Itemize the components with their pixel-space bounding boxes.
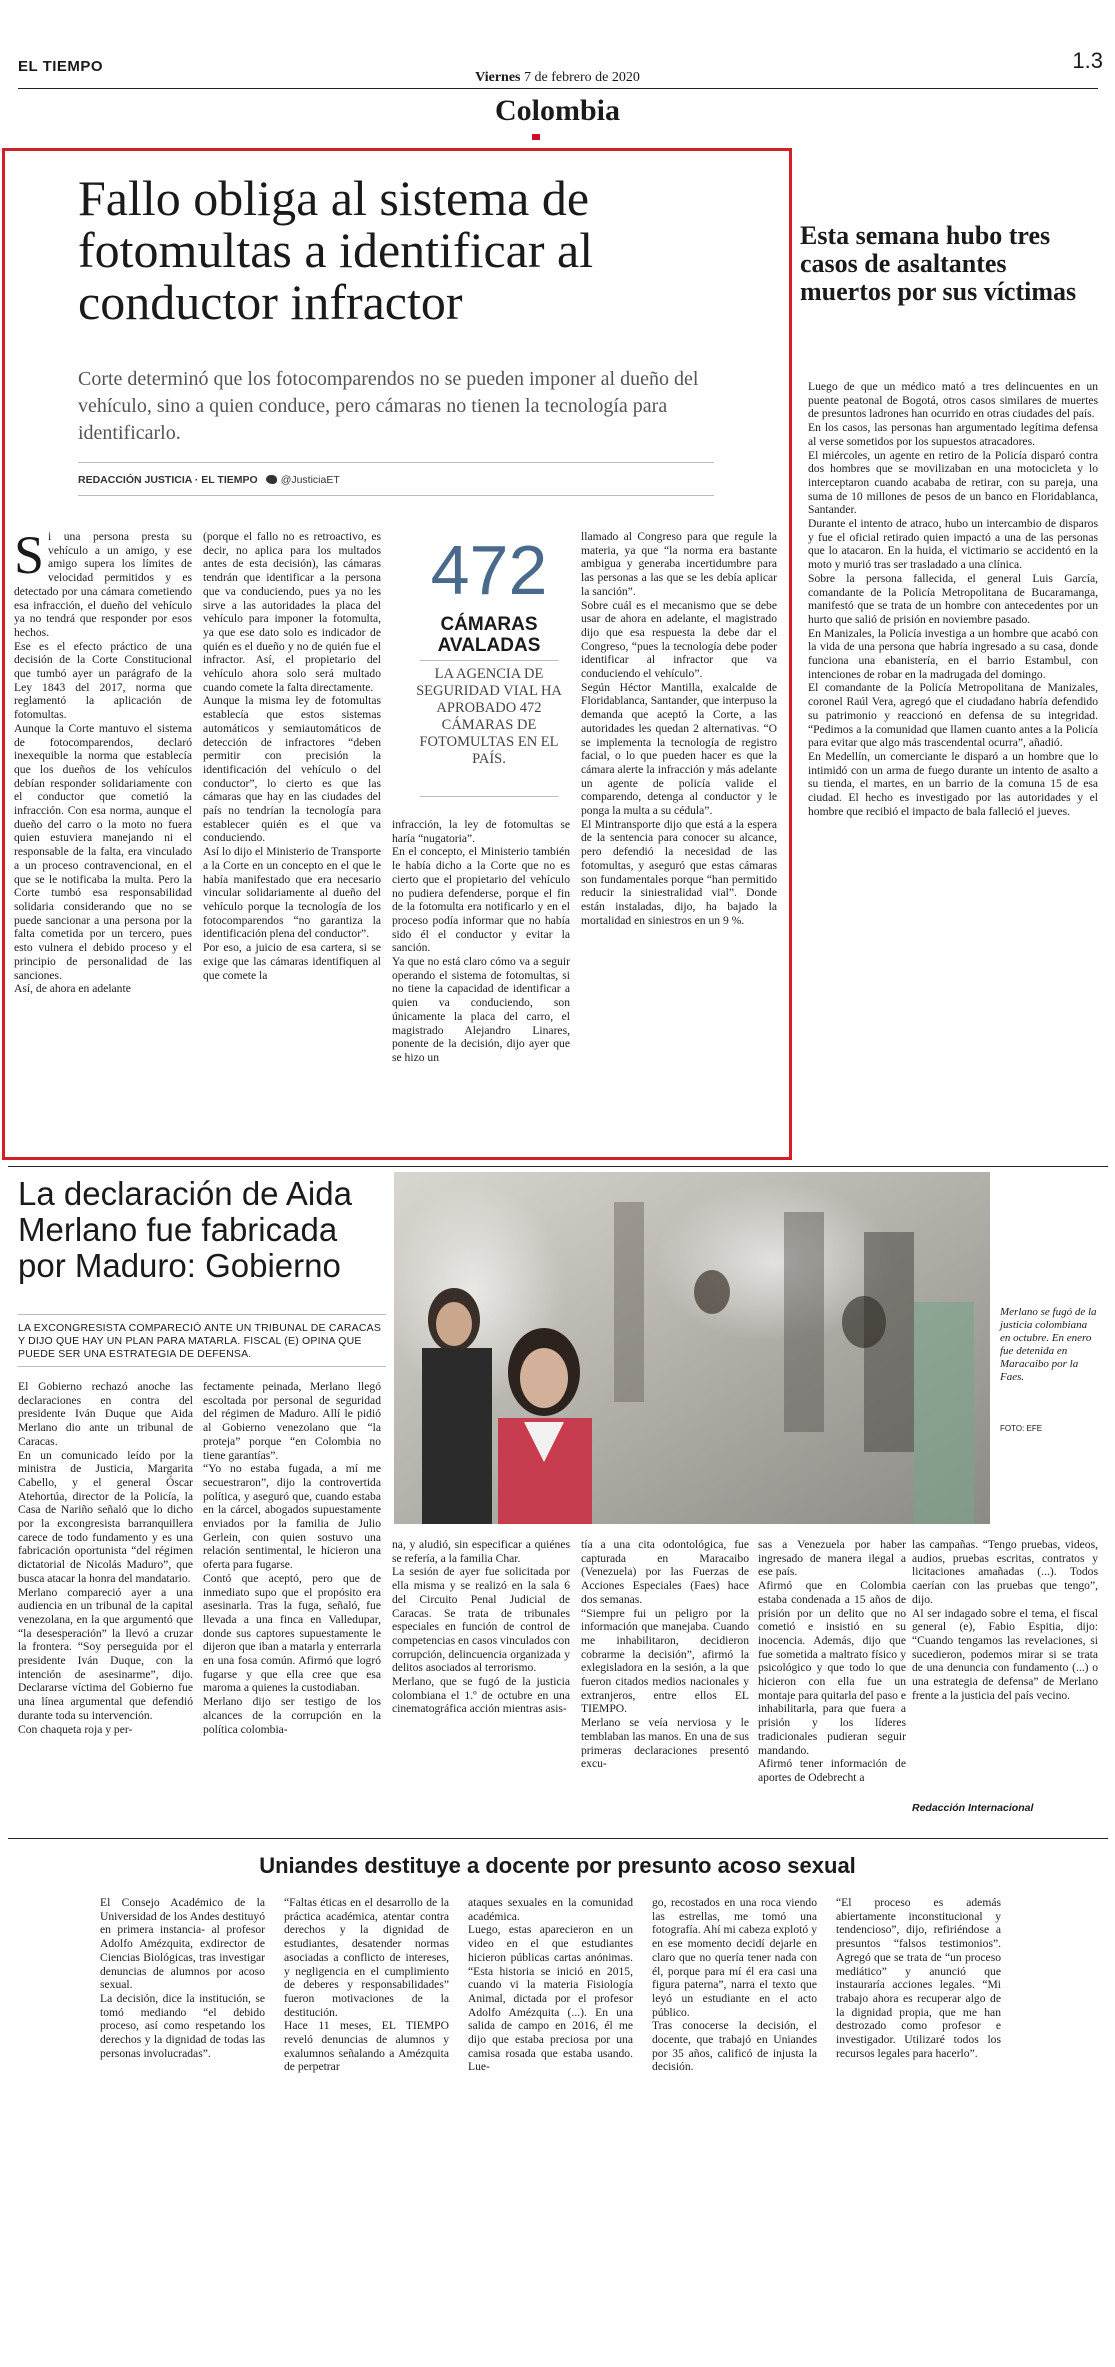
paragraph: “Siempre fui un peligro por la información que manejaba. Cuando me inhabilitaron, decidieron cobrarme la decisión”, afirmó la exlegisladora en la sesión, a la que fueron citados medios nacionales y extranjeros, entre ellos EL TIEMPO. bbox=[581, 1606, 749, 1716]
paragraph: Aunque la Corte mantuvo el sistema de fotocomparendos, declaró inexequible la norma que establecía que los dueños de los vehículos debían responder solidariamente con el conductor que cometió la infracción. Con esa norma, aunque el dueño del carro o la moto no fuera quien estuviera manejando ni el responsable de la falta, era vinculado a un proceso contravencional, en el que se le notificaba la multa. Pero la Corte tumbó esa responsabilidad solidaria considerando que no se puede sancionar a una persona por la falta cometida por un tercero, pues esto vulnera el debido proceso y el principio de personalidad de las sanciones. bbox=[14, 721, 192, 982]
paragraph: ataques sexuales en la comunidad académica. bbox=[468, 1896, 633, 1923]
paragraph: Al ser indagado sobre el tema, el fiscal general (e), Fabio Espitia, dijo: “Cuando tengamos las revelaciones, si sucedieron, podemos mirar si se trata de una denuncia con fundamento (...) o una estrategia de defensa” de Merlano frente a la justicia del país vecino. bbox=[912, 1606, 1098, 1702]
paragraph: Con chaqueta roja y per- bbox=[18, 1722, 133, 1736]
deck-rule bbox=[18, 1314, 386, 1315]
paragraph: Según Héctor Mantilla, exalcalde de Floridablanca, Santander, que interpuso la demanda que aceptó la Corte, a las autoridades les quedan 2 alternativas. “O se implementa la tecnología de registro facial, o lo que pueden hacer es que la cámara alerte la infracción y más adelante un agente de policía valide el comparendo, detenga al conductor y le ponga la multa a su cédula”. bbox=[581, 680, 777, 818]
photo-caption: Merlano se fugó de la justicia colombiana en octubre. En enero fue detenida en Maracaibo por la Faes. bbox=[1000, 1306, 1097, 1383]
paragraph: Merlano, que se fugó de la justicia colombiana el 1.º de octubre en una cinematográfica acción mientras asis- bbox=[392, 1675, 570, 1716]
paragraph: El Consejo Académico de la Universidad de los Andes destituyó en primera instancia- al profesor Adolfo Amézquita, exdirector de Ciencias Biológicas, tras investigar denuncias de alumnos por acoso sexual. bbox=[100, 1896, 265, 1992]
byline-author: REDACCIÓN JUSTICIA · EL TIEMPO bbox=[78, 474, 258, 486]
paragraph: “Faltas éticas en el desarrollo de la práctica académica, atentar contra derechos y la dignidad de estudiantes, desatender normas asociadas a conflicto de intereses, y negligencia en el cumplimiento de deberes y responsabilidades” fueron motivaciones de la destitución. bbox=[284, 1896, 449, 2019]
paragraph: Aunque la misma ley de fotomultas establecía que estos sistemas automáticos y semiautomáticos de detección de infractores “deben permitir con precisión la identificación del vehículo o del conductor”, lo cierto es que las cámaras que hay en las ciudades del país no tendrían la tecnología para establecer quién es el que va conduciendo. bbox=[203, 694, 381, 845]
section-title: Colombia bbox=[494, 94, 620, 127]
article1-deck: Corte determinó que los fotocomparendos no se pueden imponer al dueño del vehículo, sino a quien conduce, pero cámaras no tienen la tecnología para identificarlo. bbox=[78, 368, 699, 444]
stat-number: 472 bbox=[430, 531, 548, 609]
paragraph: Sobre la persona fallecida, el general Luis García, comandante de la Policía Metropolitana de Bucaramanga, manifestó que se trata de un hombre con antecedentes por un hurto que salió de prisión en noviembre pasado. bbox=[808, 571, 1098, 626]
paragraph: La decisión, dice la institución, se tomó mediando “el debido proceso, así como respetando los derechos y la dignidad de todas las personas involucradas”. bbox=[100, 1991, 265, 2060]
paragraph: fectamente peinada, Merlano llegó escoltada por personal de seguridad del régimen de Maduro. Allí le pidió al Gobierno venezolano que “la proteja” porque “en Colombia no tiene garantías”. bbox=[203, 1380, 381, 1462]
page-number: 1.3 bbox=[1072, 48, 1103, 73]
paragraph: En Medellín, un comerciante le disparó a un hombre que lo intimidó con un arma de fuego durante un intento de asalto a su tienda, el martes, en un barrio de la comuna 15 de esa ciudad. El hecho es investigado por las autoridades y el hombre que recibió el impacto de bala falleció el jueves. bbox=[808, 749, 1098, 818]
paragraph: Ya que no está claro cómo va a seguir operando el sistema de fotomultas, si no tiene la capacidad de identificar a quien va conduciendo, son únicamente la placa del carro, el magistrado Alejandro Linares, ponente de la decisión, dijo ayer que se hizo un bbox=[392, 955, 570, 1064]
paragraph: “El proceso es además abiertamente inconstitucional y tendencioso”, dijo, refiriéndose a presuntos “falsos testimonios”. Agregó que se trata de “un proceso mediático” y anunció que instauraría acciones legales. “Mi trabajo ahora es recuperar algo de la dignidad propia, que me han destrozado como profesor e investigador. Utilizaré todos los recursos legales para hacerlo”. bbox=[836, 1896, 1001, 2060]
paragraph: “Yo no estaba fugada, a mí me secuestraron”, dijo la controvertida política, y aseguró que, cuando estaba en la cárcel, abogados supuestamente enviados por la familia de Julio Gerlein, con quien sostuvo una relación sentimental, le hicieron una oferta para fugarse. bbox=[203, 1462, 381, 1572]
paragraph: El Gobierno rechazó anoche las declaraciones en contra del presidente Iván Duque que Aida Merlano dio ante un tribunal de Caracas. bbox=[18, 1380, 193, 1448]
section-marker bbox=[532, 134, 540, 140]
paragraph: i una persona presta su vehículo a un amigo, y ese amigo supera los límites de velocidad permitidos y es detectado por una cámara cometiendo esa infracción, el dueño del vehículo ya no tendrá que responder por esos hechos. bbox=[14, 530, 192, 639]
paragraph: Afirmó tener información de aportes de Odebrecht a bbox=[758, 1757, 906, 1784]
article3-headline: Uniandes destituye a docente por presunto acoso sexual bbox=[259, 1853, 856, 1878]
paragraph: las campañas. “Tengo pruebas, videos, audios, pruebas escritas, contratos y licitaciones amañadas (...). Todos caerían con las pruebas que tengo”, dijo. bbox=[912, 1538, 1098, 1606]
article2-col1 bbox=[18, 1380, 193, 1736]
sidebar-body bbox=[808, 380, 1098, 819]
page-date bbox=[0, 70, 1115, 86]
sidebar-headline: Esta semana hubo tres casos de asaltantes muertos por sus víctimas bbox=[800, 221, 1077, 306]
paragraph: En Manizales, la Policía investiga a un hombre que acabó con la vida de una persona que habría ingresado a su casa, donde funciona una ebanistería, en el barrio Estambul, con intenciones de robar en la madrugada del domingo. bbox=[808, 626, 1098, 681]
article1-headline: Fallo obliga al sistema de fotomultas a identificar al conductor infractor bbox=[78, 170, 594, 330]
paragraph: El Mintransporte dijo que está a la espera de la sentencia para conocer su alcance, pero defendió la necesidad de las fotomultas, y aseguró que estas cámaras son fundamentales porque “han permitido reducir la siniestralidad vial”. Donde están instaladas, dijo, ha bajado la mortalidad en siniestros en un 9 %. bbox=[581, 817, 777, 927]
paragraph: Así, de ahora en adelante bbox=[14, 982, 131, 996]
masthead-rule bbox=[18, 88, 1098, 89]
paragraph: Merlano compareció ayer a una audiencia en un tribunal de la capital venezolana, en la que argumentó que “la desesperación” la llevó a cruzar la frontera. “Soy perseguida por el presidente Iván Duque, con la intención de asesinarme”, dijo. Declararse víctima del Gobierno fue una línea argumental que defendió durante toda su intervención. bbox=[18, 1585, 193, 1722]
article3-col2 bbox=[284, 1896, 449, 2074]
paragraph: Sobre cuál es el mecanismo que se debe usar de ahora en adelante, el magistrado dijo que esa respuesta la debe dar el Congreso, “pues la tecnología debe poder identificar al infractor que va conduciendo el vehículo”. bbox=[581, 598, 777, 681]
article2-headline: La declaración de Aida Merlano fue fabricada por Maduro: Gobierno bbox=[18, 1175, 352, 1284]
deck-rule-bottom bbox=[18, 1366, 386, 1367]
section-divider bbox=[8, 1166, 1108, 1167]
paragraph: Contó que aceptó, pero que de inmediato supo que el propósito era asesinarla. Tras la fuga, señaló, fue llevada a una finca en Valledupar, donde sus captores supuestamente le dijeron que iban a matarla y enterrarla en una fosa común. Afirmó que logró fugarse y que ella cree que esa maroma a quienes la custodiaban. bbox=[203, 1571, 381, 1695]
photo-credit: FOTO: EFE bbox=[1000, 1424, 1043, 1433]
news-photo bbox=[394, 1172, 990, 1524]
paragraph: go, recostados en una roca viendo las estrellas, me tomó una fotografía. Ahí mi cabeza explotó y en ese momento decidí dejarle en claro que no quería tener nada con él, porque para mí él era casi una figura paterna”, narra el texto que leyó un estudiante en el acto público. bbox=[652, 1896, 817, 2019]
paragraph: tía a una cita odontológica, fue capturada en Maracaibo (Venezuela) por las Fuerzas de Acciones Especiales (Faes) hace dos semanas. bbox=[581, 1538, 749, 1606]
paragraph: na, y aludió, sin especificar a quiénes se refería, a la familia Char. bbox=[392, 1538, 570, 1565]
stat-rule-top bbox=[420, 660, 558, 661]
stat-rule-bottom bbox=[420, 796, 558, 797]
paragraph: Merlano se veía nerviosa y le temblaban las manos. En una de sus primeras declaraciones presentó excu- bbox=[581, 1716, 749, 1771]
paragraph: llamado al Congreso para que regule la materia, ya que “la norma era bastante ambigua y generaba incertidumbre para las personas a las que se les debía aplicar la sanción”. bbox=[581, 530, 777, 598]
twitter-icon bbox=[266, 475, 277, 484]
article1-col1 bbox=[14, 525, 192, 996]
article3-col3 bbox=[468, 1896, 633, 2074]
paragraph: Ese es el efecto práctico de una decisión de la Corte Constitucional que tumbó ayer un parágrafo de la Ley 1843 del 2017, norma que reglamentó la aplicación de fotomultas. bbox=[14, 639, 192, 722]
article1-col4 bbox=[581, 530, 777, 927]
article1-col3 bbox=[392, 818, 570, 1065]
article2-col4 bbox=[581, 1538, 749, 1771]
paragraph: infracción, la ley de fotomultas se haría “nugatoria”. bbox=[392, 818, 570, 845]
article3-col1 bbox=[100, 1896, 265, 2060]
paragraph: En los casos, las personas han argumentado legítima defensa al verse sometidos por los supuestos atracadores. bbox=[808, 421, 1098, 448]
paragraph: Luego, estas aparecieron en un video en el que estudiantes hicieron públicas cartas anónimas. “Esta historia se inició en 2015, cuando vi la materia Fisiología Animal, dictada por el profesor Adolfo Amézquita (...). En una salida de campo en 2016, él me dijo que estaba preciosa por una camisa rosada que estaba usando. Lue- bbox=[468, 1923, 633, 2074]
paragraph: Así lo dijo el Ministerio de Transporte a la Corte en un concepto en el que le había manifestado que era necesario vincular solidariamente al dueño del vehículo porque la tecnología de los fotocomparendos “no garantiza la identificación plena del conductor”. bbox=[203, 845, 381, 941]
dropcap: S bbox=[14, 525, 45, 585]
byline-rule-bottom bbox=[78, 495, 714, 496]
article1-col2 bbox=[203, 530, 381, 982]
article2-deck: LA EXCONGRESISTA COMPARECIÓ ANTE UN TRIBUNAL DE CARACAS Y DIJO QUE HAY UN PLAN PARA MATARLA. FISCAL (E) OPINA QUE PUEDE SER UNA ESTRATEGIA DE DEFENSA. bbox=[18, 1322, 382, 1360]
article2-signature: Redacción Internacional bbox=[912, 1802, 1034, 1814]
article2-col6 bbox=[912, 1538, 1098, 1702]
paragraph: Durante el intento de atraco, hubo un intercambio de disparos y fue el oficial retirado quien impactó a una de las personas que lo atacaron. En la huida, el victimario se accidentó en la moto y murió tras ser trasladado a una clínica. bbox=[808, 517, 1098, 572]
paragraph: Por eso, a juicio de esa cartera, si se exige que las cámaras identifiquen al que comete la bbox=[203, 941, 381, 982]
publication-name: EL TIEMPO bbox=[18, 58, 104, 75]
section-divider bbox=[8, 1838, 1108, 1839]
date-text: 7 de febrero de 2020 bbox=[524, 70, 640, 85]
paragraph: (porque el fallo no es retroactivo, es decir, no aplica para los multados antes de esta decisión), las cámaras tendrán que identificar a la persona que va conduciendo, pues ya no les sirve a las autoridades la placa del vehículo para imponer la fotomulta, ya que ese dato solo es indicador de quién es el dueño y no de quién fue el infractor. Así, el propietario del vehículo ahora solo será multado cuando comete la falta directamente. bbox=[203, 530, 381, 694]
article2-col2 bbox=[203, 1380, 381, 1736]
byline-rule bbox=[78, 462, 714, 463]
stat-label: CÁMARAS AVALADAS bbox=[437, 614, 541, 656]
article1-byline bbox=[78, 474, 718, 486]
article3-col4 bbox=[652, 1896, 817, 2074]
paragraph: Merlano dijo ser testigo de los alcances de la corrupción en la política colombia- bbox=[203, 1695, 381, 1736]
date-day: Viernes bbox=[475, 70, 521, 85]
paragraph: El comandante de la Policía Metropolitana de Manizales, coronel Raúl Vera, agregó que el ciudadano habría defendido su patrimonio y reaccionó en defensa de su integridad. “Pedimos a la comunidad que llamen cuanto antes a la Policía para evitar que algo más trascendental ocurra”, añadió. bbox=[808, 681, 1098, 750]
article3-col5 bbox=[836, 1896, 1001, 2060]
paragraph: La sesión de ayer fue solicitada por ella misma y se realizó en la sala 6 del Circuito Penal Judicial de Caracas. Se trata de tribunales especiales en función de control de competencias en casos vinculados con corrupción, delincuencia organizada y delitos asociados al terrorismo. bbox=[392, 1565, 570, 1675]
paragraph: Luego de que un médico mató a tres delincuentes en un puente peatonal de Bogotá, otros casos similares de muertes de presuntos ladrones han ocurrido en otras ciudades del país. bbox=[808, 380, 1098, 421]
paragraph: Hace 11 meses, EL TIEMPO reveló denuncias de alumnos y exalumnos señalando a Amézquita de perpetrar bbox=[284, 2019, 449, 2074]
paragraph: Tras conocerse la decisión, el docente, que trabajó en Uniandes por 35 años, calificó de injusta la decisión. bbox=[652, 2019, 817, 2074]
byline-twitter: @JusticiaET bbox=[280, 474, 340, 486]
paragraph: En el concepto, el Ministerio también le había dicho a la Corte que no es cierto que el propietario del vehículo no pudiera defenderse, porque el fin de la fotomulta era notificarlo y en el proceso podía informar que no había sido él el conductor y evitar la sanción. bbox=[392, 845, 570, 955]
paragraph: Afirmó que en Colombia estaba condenada a 15 años de prisión por un delito que no cometió e insistió en su inocencia. Además, dijo que fue sometida a maltrato físico y psicológico y que todo lo que hicieron con ella fue un montaje para quitarla del paso e inhabilitarla, para que fuera a prisión y los líderes tradicionales pudieran seguir mandando. bbox=[758, 1579, 906, 1757]
stat-description: LA AGENCIA DE SEGURIDAD VIAL HA APROBADO 472 CÁMARAS DE FOTOMULTAS EN EL PAÍS. bbox=[416, 666, 562, 767]
article2-col3 bbox=[392, 1538, 570, 1716]
paragraph: En un comunicado leído por la ministra de Justicia, Margarita Cabello, y el general Óscar Atehortúa, director de la Policía, la Casa de Nariño señaló que lo dicho por la excongresista barranquillera carece de todo fundamento y es una fabricación oportunista “del régimen dictatorial de Nicolás Maduro”, que busca atacar la honra del mandatario. bbox=[18, 1448, 193, 1585]
article2-col5 bbox=[758, 1538, 906, 1785]
paragraph: sas a Venezuela por haber ingresado de manera ilegal a ese país. bbox=[758, 1538, 906, 1579]
paragraph: El miércoles, un agente en retiro de la Policía disparó contra dos hombres que se movilizaban en una motocicleta y lo interceptaron cuando acababa de retirar, con su pareja, una suma de 10 millones de pesos de un banco en Floridablanca, Santander. bbox=[808, 448, 1098, 517]
